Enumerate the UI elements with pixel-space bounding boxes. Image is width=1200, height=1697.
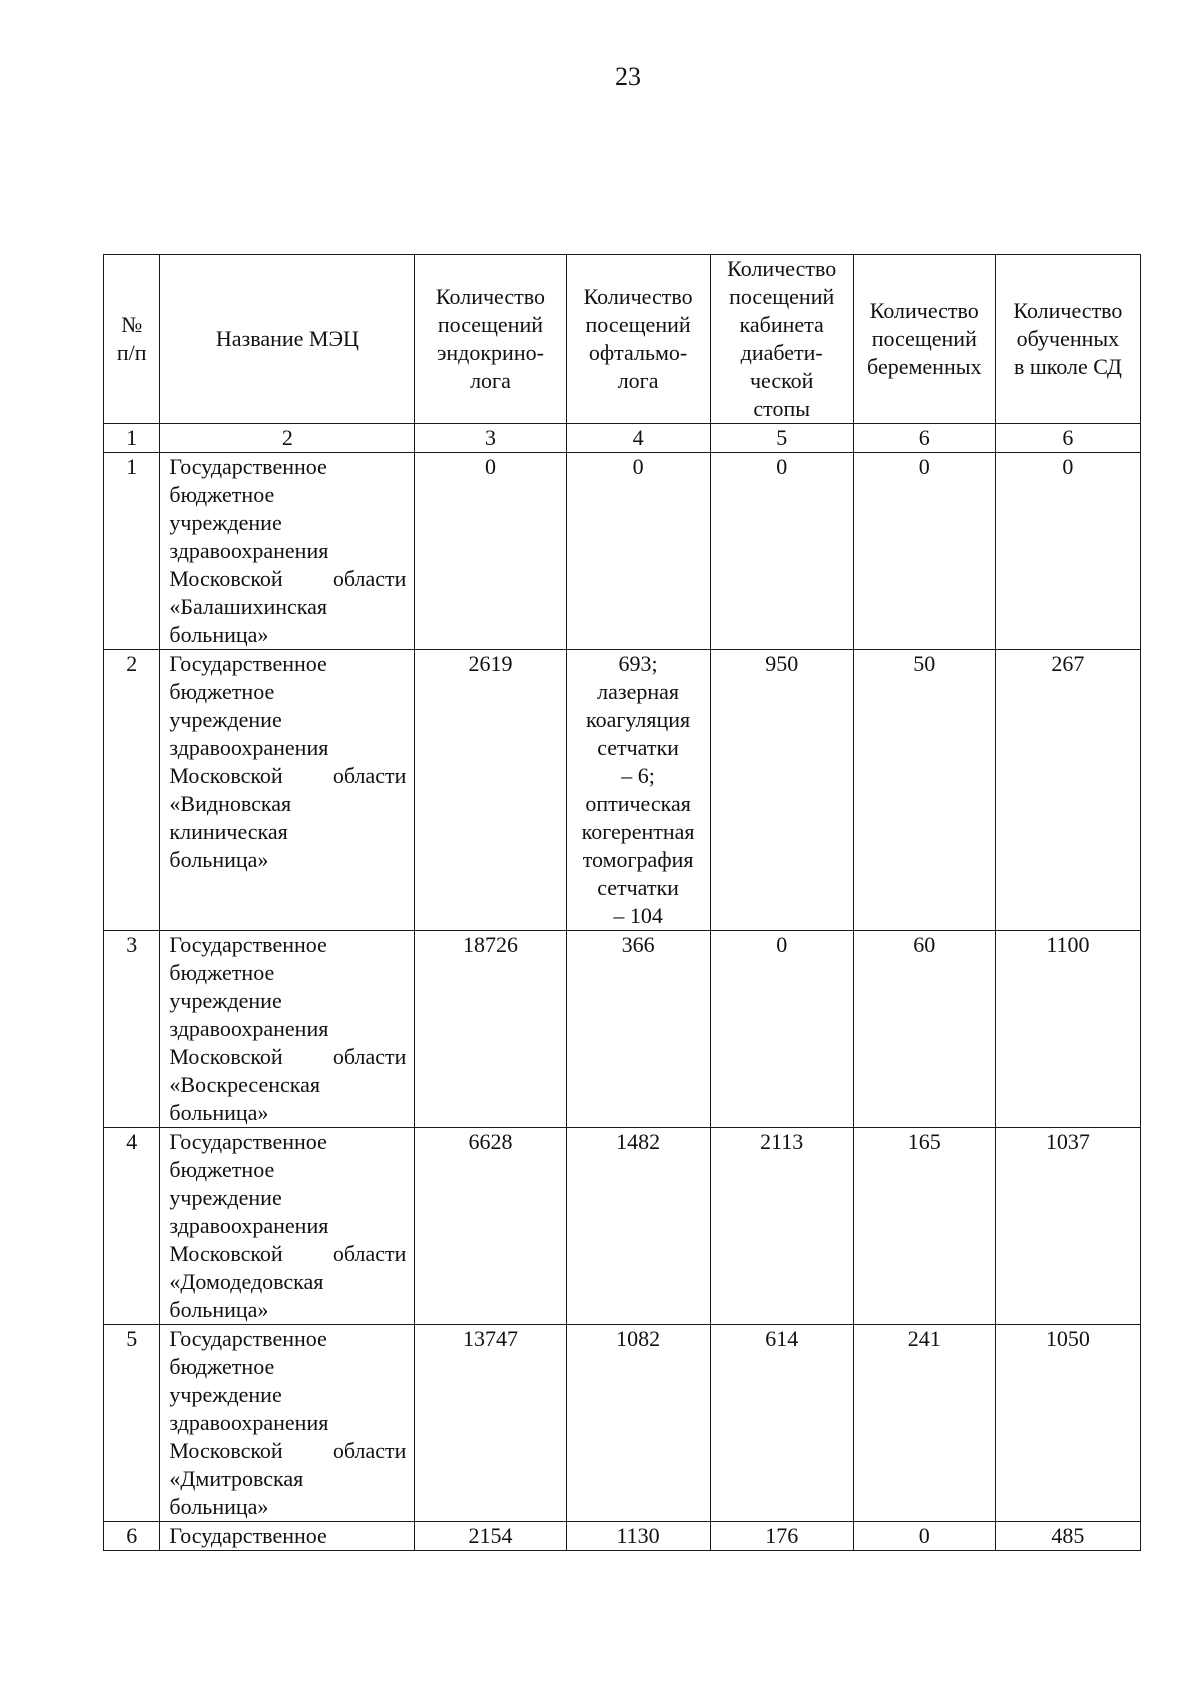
table-row xyxy=(104,650,1141,931)
row-number-cell: 3 xyxy=(104,931,160,1128)
trained-count-cell: 485 xyxy=(995,1522,1140,1551)
trained-count-cell: 1037 xyxy=(995,1128,1140,1325)
institution-name-line: Государственное xyxy=(169,1129,327,1154)
institution-name-line: учреждение xyxy=(169,707,282,732)
institution-name-line: Московской области xyxy=(169,566,407,591)
header-cell-endocrinologist xyxy=(415,255,566,424)
diabetic-foot-visits-cell: 950 xyxy=(710,650,853,931)
mec-statistics-table xyxy=(103,254,1141,1551)
row-number-cell: 2 xyxy=(104,650,160,931)
institution-name-line: больница» xyxy=(169,1297,269,1322)
header-cell-diabetic-foot xyxy=(710,255,853,424)
institution-name-line: бюджетное xyxy=(169,1354,275,1379)
institution-name-line: бюджетное xyxy=(169,679,275,704)
institution-name-line: «Балашихинская xyxy=(169,594,328,619)
header-line: беременных xyxy=(867,354,982,379)
pregnant-visits-cell: 50 xyxy=(853,650,995,931)
cell-line: 1082 xyxy=(616,1326,661,1351)
header-line: п/п xyxy=(116,340,147,365)
cell-line: когерентная xyxy=(581,819,695,844)
table-row xyxy=(104,1128,1141,1325)
institution-name-line: Государственное xyxy=(169,932,327,957)
cell-line: 693; xyxy=(618,651,658,676)
institution-name-line: Государственное xyxy=(169,651,327,676)
trained-count-cell: 1050 xyxy=(995,1325,1140,1522)
institution-name-line: Государственное xyxy=(169,1326,327,1351)
institution-name-cell xyxy=(160,931,415,1128)
institution-name-line: здравоохранения xyxy=(169,538,329,563)
column-number-cell: 6 xyxy=(995,424,1140,453)
cell-line: 0 xyxy=(632,454,644,479)
institution-name-line: Московской области xyxy=(169,763,407,788)
institution-name-cell xyxy=(160,453,415,650)
row-number-cell: 5 xyxy=(104,1325,160,1522)
pregnant-visits-cell: 165 xyxy=(853,1128,995,1325)
column-number-cell: 2 xyxy=(160,424,415,453)
endocrinologist-visits-cell: 13747 xyxy=(415,1325,566,1522)
column-number-cell: 6 xyxy=(853,424,995,453)
institution-name-line: бюджетное xyxy=(169,960,275,985)
endocrinologist-visits-cell: 2619 xyxy=(415,650,566,931)
trained-count-cell: 1100 xyxy=(995,931,1140,1128)
header-cell-no xyxy=(104,255,160,424)
header-line: обученных xyxy=(1016,326,1120,351)
header-line: эндокрино- xyxy=(436,340,544,365)
header-line: Количество xyxy=(727,256,837,281)
endocrinologist-visits-cell: 6628 xyxy=(415,1128,566,1325)
diabetic-foot-visits-cell: 0 xyxy=(710,931,853,1128)
institution-name-line: «Воскресенская xyxy=(169,1072,320,1097)
institution-name-line: здравоохранения xyxy=(169,735,329,760)
institution-name-line: Государственное xyxy=(169,454,327,479)
institution-name-line: здравоохранения xyxy=(169,1213,329,1238)
table-row xyxy=(104,1325,1141,1522)
pregnant-visits-cell: 0 xyxy=(853,453,995,650)
institution-name-line: «Дмитровская xyxy=(169,1466,304,1491)
cell-line: – 104 xyxy=(613,903,663,928)
diabetic-foot-visits-cell: 176 xyxy=(710,1522,853,1551)
header-line: № xyxy=(121,312,143,337)
institution-name-line: учреждение xyxy=(169,1382,282,1407)
cell-line: томография xyxy=(582,847,694,872)
institution-name-line: больница» xyxy=(169,1100,269,1125)
cell-line: оптическая xyxy=(585,791,691,816)
cell-line: сетчатки xyxy=(597,875,679,900)
page-number: 23 xyxy=(615,62,641,91)
institution-name-line: «Видновская xyxy=(169,791,292,816)
header-line: посещений xyxy=(729,284,835,309)
header-line: ческой xyxy=(749,368,814,393)
ophthalmologist-visits-cell xyxy=(566,453,710,650)
endocrinologist-visits-cell: 18726 xyxy=(415,931,566,1128)
header-line: офтальмо- xyxy=(588,340,688,365)
diabetic-foot-visits-cell: 2113 xyxy=(710,1128,853,1325)
header-line: стопы xyxy=(753,396,811,421)
trained-count-cell: 0 xyxy=(995,453,1140,650)
header-line: Количество xyxy=(435,284,545,309)
institution-name-line: клиническая xyxy=(169,819,288,844)
cell-line: 1130 xyxy=(616,1523,660,1548)
institution-name-line: учреждение xyxy=(169,988,282,1013)
institution-name-line: учреждение xyxy=(169,510,282,535)
column-number-cell: 5 xyxy=(710,424,853,453)
row-number-cell: 1 xyxy=(104,453,160,650)
institution-name-line: больница» xyxy=(169,847,269,872)
diabetic-foot-visits-cell: 0 xyxy=(710,453,853,650)
pregnant-visits-cell: 0 xyxy=(853,1522,995,1551)
table-row xyxy=(104,453,1141,650)
institution-name-cell xyxy=(160,1128,415,1325)
institution-name-line: больница» xyxy=(169,622,269,647)
table-row xyxy=(104,931,1141,1128)
header-line: лога xyxy=(470,368,511,393)
endocrinologist-visits-cell: 0 xyxy=(415,453,566,650)
institution-name-line: Московской области xyxy=(169,1438,407,1463)
ophthalmologist-visits-cell xyxy=(566,931,710,1128)
header-line: Количество xyxy=(583,284,693,309)
row-number-cell: 6 xyxy=(104,1522,160,1551)
cell-line: лазерная xyxy=(597,679,680,704)
cell-line: – 6; xyxy=(621,763,655,788)
institution-name-line: здравоохранения xyxy=(169,1410,329,1435)
institution-name-cell xyxy=(160,1522,415,1551)
endocrinologist-visits-cell: 2154 xyxy=(415,1522,566,1551)
header-line: кабинета xyxy=(739,312,824,337)
header-line: посещений xyxy=(437,312,544,337)
institution-name-line: Государственное xyxy=(169,1523,327,1548)
institution-name-line: «Домодедовская xyxy=(169,1269,324,1294)
ophthalmologist-visits-cell xyxy=(566,1128,710,1325)
institution-name-line: Московской области xyxy=(169,1241,407,1266)
header-line: диабети- xyxy=(740,340,823,365)
header-cell-trained xyxy=(995,255,1140,424)
cell-line: сетчатки xyxy=(597,735,679,760)
header-cell-ophthalmologist xyxy=(566,255,710,424)
institution-name-line: больница» xyxy=(169,1494,269,1519)
header-line: посещений xyxy=(871,326,977,351)
trained-count-cell: 267 xyxy=(995,650,1140,931)
header-line: посещений xyxy=(585,312,691,337)
institution-name-line: учреждение xyxy=(169,1185,282,1210)
header-line: Название МЭЦ xyxy=(215,326,359,351)
cell-line: 1482 xyxy=(616,1129,661,1154)
header-row xyxy=(104,255,1141,424)
table-row xyxy=(104,1522,1141,1551)
header-line: в школе СД xyxy=(1013,354,1122,379)
column-number-cell: 1 xyxy=(104,424,160,453)
header-line: Количество xyxy=(1013,298,1123,323)
row-number-cell: 4 xyxy=(104,1128,160,1325)
column-number-row xyxy=(104,424,1141,453)
header-line: Количество xyxy=(869,298,979,323)
institution-name-cell xyxy=(160,650,415,931)
cell-line: коагуляция xyxy=(586,707,691,732)
column-number-cell: 4 xyxy=(566,424,710,453)
institution-name-line: здравоохранения xyxy=(169,1016,329,1041)
ophthalmologist-visits-cell xyxy=(566,1522,710,1551)
pregnant-visits-cell: 60 xyxy=(853,931,995,1128)
header-cell-name xyxy=(160,255,415,424)
header-line: лога xyxy=(617,368,659,393)
cell-line: 366 xyxy=(621,932,655,957)
header-cell-pregnant xyxy=(853,255,995,424)
column-number-cell: 3 xyxy=(415,424,566,453)
institution-name-line: бюджетное xyxy=(169,482,275,507)
institution-name-line: Московской области xyxy=(169,1044,407,1069)
institution-name-cell xyxy=(160,1325,415,1522)
ophthalmologist-visits-cell xyxy=(566,650,710,931)
diabetic-foot-visits-cell: 614 xyxy=(710,1325,853,1522)
institution-name-line: бюджетное xyxy=(169,1157,275,1182)
ophthalmologist-visits-cell xyxy=(566,1325,710,1522)
pregnant-visits-cell: 241 xyxy=(853,1325,995,1522)
